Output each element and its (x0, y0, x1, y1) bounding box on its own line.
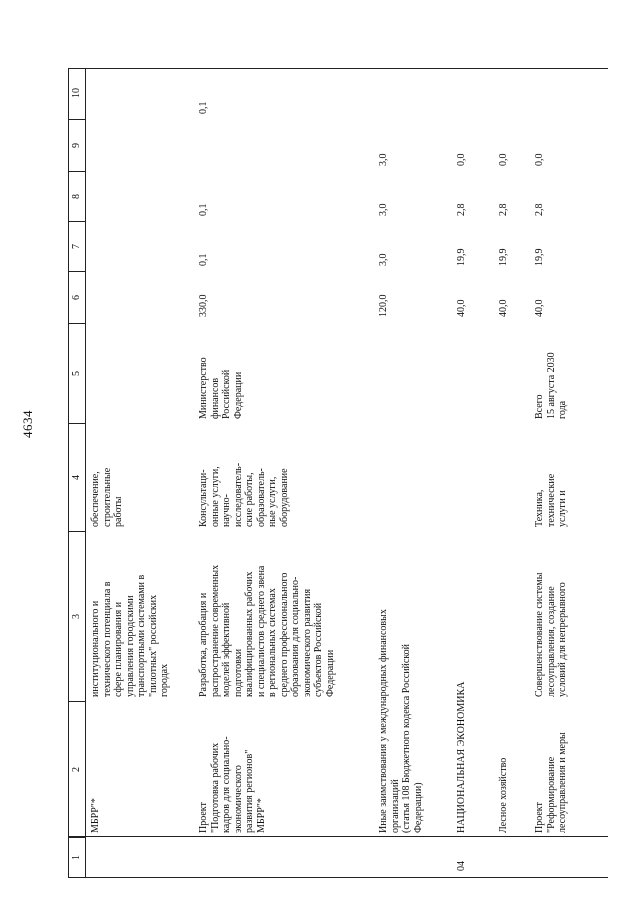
col-header-9: 9 (69, 119, 85, 171)
row2-col6: 330,0 (198, 294, 209, 317)
col-header-3: 3 (69, 531, 85, 701)
row3-col9: 3,0 (378, 153, 389, 166)
row4-col9: 0,0 (456, 153, 467, 166)
row3-col2: Иные заимствования у международных финансовых организаций (статья 108 Бюджетного кодекса Российской Федерации) (378, 609, 424, 833)
row2-col4: Консультаци- онные услуги, научно- исследователь- ские работы, образователь- ные услуги, оборудование (198, 462, 290, 527)
col-header-5: 5 (69, 323, 85, 423)
row2-col3: Разработка, апробация и распространение современных моделей эффективной подготовки квалифицированных рабочих и специалистов среднего звена в региональных системах среднего профессионального образования для социально- экономического развития субъектов Российской Федерации (198, 564, 336, 697)
row2-col2: Проект "Подготовка рабочих кадров для социально- экономического развития регионов" МБРР"* (198, 736, 267, 833)
row5-col9: 0,0 (498, 153, 509, 166)
row4-col1: 04 (456, 861, 467, 871)
col-header-1: 1 (69, 837, 85, 877)
row6-col6: 40,0 (534, 299, 545, 317)
row6-col9: 0,0 (534, 153, 545, 166)
row6-col2: Проект "Реформирование лесоуправления и меры (534, 732, 568, 833)
row5-col6: 40,0 (498, 299, 509, 317)
row6-col5: Всего 15 августа 2030 года (534, 352, 568, 419)
row6-col7: 19,9 (534, 248, 545, 266)
row6-col3: Совершенствование системы лесоуправления, создание условий для непрерывного (534, 572, 568, 697)
col-header-10: 10 (71, 88, 82, 98)
row2-col7: 0,1 (198, 253, 209, 266)
row2-col10: 0,1 (198, 101, 209, 114)
rotated-table-stage (68, 68, 608, 878)
row3-col7: 3,0 (378, 253, 389, 266)
row5-col8: 2,8 (498, 203, 509, 216)
row2-col5: Министерство финансов Российской Федерации (198, 357, 244, 419)
row4-col2: НАЦИОНАЛЬНАЯ ЭКОНОМИКА (456, 681, 467, 833)
row4-col6: 40,0 (456, 299, 467, 317)
row3-col8: 3,0 (378, 203, 389, 216)
col-header-4: 4 (69, 423, 85, 531)
row2-col8: 0,1 (198, 203, 209, 216)
row5-col2: Лесное хозяйство (498, 757, 509, 833)
col-header-7: 7 (69, 221, 85, 271)
row4-col8: 2,8 (456, 203, 467, 216)
row3-col6: 120,0 (378, 294, 389, 317)
row6-col4: Техника, технические услуги и (534, 473, 568, 527)
row1-col4: обеспечение, строительные работы (90, 467, 124, 527)
col-header-6: 6 (69, 271, 85, 323)
budget-table (68, 68, 608, 878)
col-header-8: 8 (69, 171, 85, 221)
row1-col2: МБРР"* (90, 798, 101, 833)
table-header-row (68, 69, 86, 877)
row1-col3: институционального и технического потенциала в сфере планирования и управления городскими транспортными системами в "пилотных" российских городах (90, 574, 170, 697)
page-number: 4634 (20, 410, 35, 438)
column-divider (68, 836, 608, 837)
row6-col8: 2,8 (534, 203, 545, 216)
row4-col7: 19,9 (456, 248, 467, 266)
col-header-2: 2 (69, 701, 85, 837)
row5-col7: 19,9 (498, 248, 509, 266)
